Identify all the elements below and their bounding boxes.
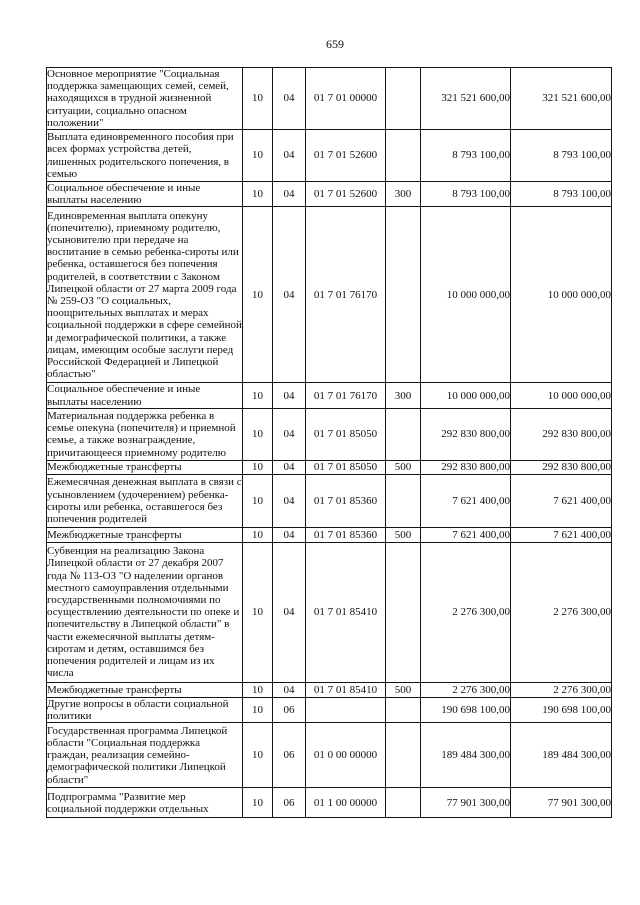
row-amount-second: 292 830 800,00 [511,460,612,474]
row-amount-first: 2 276 300,00 [421,682,511,697]
row-expense-type [386,723,421,788]
row-amount-first: 8 793 100,00 [421,130,511,182]
row-section-code: 10 [243,130,273,182]
table-row [47,408,612,460]
row-section-code: 10 [243,383,273,408]
row-description: Подпрограмма "Развитие мер социальной поддержки отдельных [47,788,243,818]
row-amount-second: 8 793 100,00 [511,182,612,207]
row-target-code: 01 7 01 76170 [306,207,386,383]
row-subsection-code: 04 [273,460,306,474]
row-amount-first: 8 793 100,00 [421,182,511,207]
page-number: 659 [326,37,344,51]
row-target-code: 01 7 01 85410 [306,542,386,682]
row-target-code: 01 7 01 85050 [306,408,386,460]
row-subsection-code: 04 [273,542,306,682]
row-subsection-code: 04 [273,182,306,207]
row-subsection-code: 04 [273,682,306,697]
row-section-code: 10 [243,68,273,130]
row-section-code: 10 [243,682,273,697]
row-section-code: 10 [243,182,273,207]
row-section-code: 10 [243,460,273,474]
row-expense-type [386,474,421,527]
row-target-code: 01 7 01 85360 [306,474,386,527]
row-subsection-code: 04 [273,130,306,182]
row-amount-first: 190 698 100,00 [421,697,511,722]
row-target-code: 01 7 01 85410 [306,682,386,697]
table-body [47,68,612,818]
row-description: Выплата единовременного пособия при всех формах устройства детей, лишенных родительского попечения, в семью [47,130,243,182]
row-expense-type [386,697,421,722]
row-expense-type [386,68,421,130]
row-amount-second: 189 484 300,00 [511,723,612,788]
row-section-code: 10 [243,723,273,788]
row-section-code: 10 [243,788,273,818]
row-subsection-code: 06 [273,697,306,722]
row-target-code [306,697,386,722]
row-amount-second: 77 901 300,00 [511,788,612,818]
row-amount-second: 7 621 400,00 [511,474,612,527]
row-subsection-code: 06 [273,723,306,788]
row-description: Единовременная выплата опекуну (попечителю), приемному родителю, усыновителю при передаче на воспитание в семью ребенка-сироты или ребенка, оставшегося без попечения родителей, в соответствии с Законом Липецкой области от 27 марта 2009 года № 259-ОЗ "О социальных, поощрительных выплатах и мерах социальной поддержки в сфере семейной и демографической политики, а также лицам, имеющим особые заслуги перед Российской Федерацией и Липецкой областью" [47,207,243,383]
table-row [47,527,612,542]
row-amount-first: 10 000 000,00 [421,383,511,408]
row-amount-second: 10 000 000,00 [511,207,612,383]
row-description: Социальное обеспечение и иные выплаты населению [47,383,243,408]
row-amount-second: 7 621 400,00 [511,527,612,542]
row-amount-first: 321 521 600,00 [421,68,511,130]
row-section-code: 10 [243,542,273,682]
row-expense-type: 300 [386,182,421,207]
row-description: Материальная поддержка ребенка в семье опекуна (попечителя) и приемной семье, а также вознаграждение, причитающееся приемному родителю [47,408,243,460]
row-subsection-code: 04 [273,408,306,460]
table-row [47,697,612,722]
row-amount-second: 292 830 800,00 [511,408,612,460]
row-amount-first: 77 901 300,00 [421,788,511,818]
row-subsection-code: 06 [273,788,306,818]
row-description: Государственная программа Липецкой области "Социальная поддержка граждан, реализация семейно- демографической политики Липецкой области" [47,723,243,788]
row-description: Субвенция на реализацию Закона Липецкой области от 27 декабря 2007 года № 113-ОЗ "О наделении органов местного самоуправления отдельными государственными полномочиями по осуществлению деятельности по опеке и попечительству в Липецкой области" в части ежемесячной выплаты детям- сиротам и детям, оставшимся без попечения родителей и лицам из их числа [47,542,243,682]
row-subsection-code: 04 [273,474,306,527]
row-amount-first: 189 484 300,00 [421,723,511,788]
budget-table [46,67,612,818]
row-amount-first: 7 621 400,00 [421,474,511,527]
row-target-code: 01 7 01 52600 [306,130,386,182]
row-amount-first: 292 830 800,00 [421,460,511,474]
row-description: Межбюджетные трансферты [47,527,243,542]
table-row [47,723,612,788]
row-section-code: 10 [243,697,273,722]
row-target-code: 01 7 01 85050 [306,460,386,474]
row-section-code: 10 [243,408,273,460]
row-expense-type: 500 [386,527,421,542]
row-subsection-code: 04 [273,383,306,408]
row-expense-type [386,207,421,383]
row-subsection-code: 04 [273,207,306,383]
row-description: Ежемесячная денежная выплата в связи с усыновлением (удочерением) ребенка- сироты или ребенка, оставшегося без попечения родителей [47,474,243,527]
table-row [47,130,612,182]
row-expense-type [386,542,421,682]
row-description: Другие вопросы в области социальной политики [47,697,243,722]
row-target-code: 01 7 01 76170 [306,383,386,408]
table-row [47,460,612,474]
table-row [47,383,612,408]
row-expense-type: 500 [386,682,421,697]
row-expense-type: 300 [386,383,421,408]
row-amount-first: 7 621 400,00 [421,527,511,542]
row-amount-second: 190 698 100,00 [511,697,612,722]
row-amount-first: 10 000 000,00 [421,207,511,383]
row-expense-type [386,408,421,460]
row-expense-type [386,130,421,182]
row-target-code: 01 7 01 52600 [306,182,386,207]
row-description: Межбюджетные трансферты [47,682,243,697]
table-row [47,542,612,682]
row-description: Социальное обеспечение и иные выплаты населению [47,182,243,207]
row-description: Основное мероприятие "Социальная поддержка замещающих семей, семей, находящихся в трудной жизненной ситуации, социально опасном положении" [47,68,243,130]
table-row [47,68,612,130]
row-amount-first: 292 830 800,00 [421,408,511,460]
row-amount-second: 2 276 300,00 [511,682,612,697]
row-expense-type: 500 [386,460,421,474]
row-target-code: 01 7 01 00000 [306,68,386,130]
table-row [47,474,612,527]
row-amount-first: 2 276 300,00 [421,542,511,682]
row-target-code: 01 7 01 85360 [306,527,386,542]
row-target-code: 01 1 00 00000 [306,788,386,818]
table-row [47,788,612,818]
table-row [47,207,612,383]
row-amount-second: 8 793 100,00 [511,130,612,182]
row-section-code: 10 [243,474,273,527]
row-expense-type [386,788,421,818]
row-amount-second: 10 000 000,00 [511,383,612,408]
row-amount-second: 321 521 600,00 [511,68,612,130]
table-row [47,682,612,697]
row-subsection-code: 04 [273,68,306,130]
row-section-code: 10 [243,207,273,383]
row-section-code: 10 [243,527,273,542]
row-description: Межбюджетные трансферты [47,460,243,474]
row-amount-second: 2 276 300,00 [511,542,612,682]
row-subsection-code: 04 [273,527,306,542]
table-row [47,182,612,207]
row-target-code: 01 0 00 00000 [306,723,386,788]
